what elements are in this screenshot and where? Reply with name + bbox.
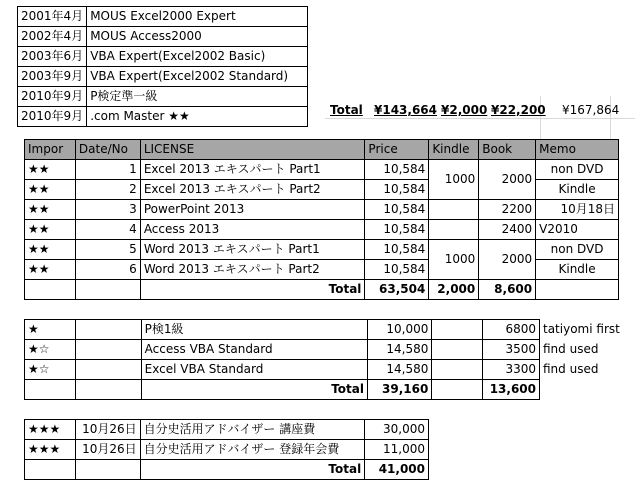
summary-book: ¥22,200 [491, 103, 546, 117]
cert-date: 2003年6月 [18, 47, 87, 67]
total-row [25, 460, 429, 480]
price-cell: 10,584 [365, 180, 429, 200]
total-row [25, 380, 540, 400]
table-row [18, 27, 308, 47]
impor-cell: ★★ [25, 160, 76, 180]
impor-cell: ★★ [25, 200, 76, 220]
summary-total-label: Total [330, 103, 363, 117]
license-cell: 自分史活用アドバイザー 登録年会費 [140, 440, 365, 460]
license-cell: Word 2013 エキスパート Part2 [140, 260, 365, 280]
cert-name: VBA Expert(Excel2002 Standard) [87, 67, 308, 87]
table-row [18, 7, 308, 27]
total-book: 8,600 [479, 280, 536, 300]
price-cell: 14,580 [367, 360, 431, 380]
total-kindle: 2,000 [429, 280, 479, 300]
no-cell: 1 [75, 160, 140, 180]
table-row [18, 67, 308, 87]
table-row [25, 200, 619, 220]
total-label: Total [141, 380, 367, 400]
memo-cell: Kindle [536, 180, 619, 200]
header-row [25, 140, 619, 160]
price-cell: 10,584 [365, 240, 429, 260]
cert-name: MOUS Access2000 [87, 27, 308, 47]
book-cell: 2000 [479, 160, 536, 200]
memo-cell: Kindle [536, 260, 619, 280]
total-book: 13,600 [482, 380, 539, 400]
date-cell: 10月26日 [75, 420, 140, 440]
no-cell: 5 [75, 240, 140, 260]
table-row [18, 87, 308, 107]
cert-date: 2002年4月 [18, 27, 87, 47]
memo-cell: find used [543, 362, 599, 376]
cert-name: .com Master ★★ [87, 107, 308, 127]
license-cell: Access 2013 [140, 220, 365, 240]
header-license: LICENSE [140, 140, 365, 160]
header-kindle: Kindle [429, 140, 479, 160]
header-book: Book [479, 140, 536, 160]
book-cell: 2200 [479, 200, 536, 220]
impor-cell: ★☆ [25, 340, 76, 360]
memo-cell: 10月18日 [536, 200, 619, 220]
table-row [25, 440, 429, 460]
certification-table [17, 6, 308, 127]
total-price: 39,160 [367, 380, 431, 400]
header-date: Date/No [75, 140, 140, 160]
table-row [25, 320, 540, 340]
kindle-cell: 1000 [429, 160, 479, 200]
table-row [25, 340, 540, 360]
price-cell: 11,000 [365, 440, 429, 460]
impor-cell: ★★★ [25, 420, 76, 440]
table-row [25, 160, 619, 180]
book-cell: 3300 [482, 360, 539, 380]
table-row [25, 240, 619, 260]
license-cell: PowerPoint 2013 [140, 200, 365, 220]
summary-kindle: ¥2,000 [441, 103, 488, 117]
impor-cell: ★★ [25, 180, 76, 200]
kindle-cell [429, 200, 479, 220]
kindle-cell [429, 220, 479, 240]
kindle-cell: 1000 [429, 240, 479, 280]
vba-license-table [24, 319, 540, 400]
memo-overflow [543, 319, 620, 379]
price-cell: 10,584 [365, 200, 429, 220]
impor-cell: ★☆ [25, 360, 76, 380]
total-label: Total [140, 280, 365, 300]
total-row [25, 280, 619, 300]
date-cell: 10月26日 [75, 440, 140, 460]
no-cell: 6 [75, 260, 140, 280]
memo-cell: non DVD [536, 240, 619, 260]
impor-cell: ★★★ [25, 440, 76, 460]
summary-price: ¥143,664 [374, 103, 438, 117]
price-cell: 10,584 [365, 220, 429, 240]
license-table [24, 139, 619, 300]
license-cell: 自分史活用アドバイザー 講座費 [140, 420, 365, 440]
impor-cell: ★★ [25, 260, 76, 280]
cert-date: 2003年9月 [18, 67, 87, 87]
book-cell: 6800 [482, 320, 539, 340]
book-cell: 2400 [479, 220, 536, 240]
price-cell: 10,000 [367, 320, 431, 340]
table-row [25, 220, 619, 240]
memo-cell: tatiyomi first [543, 322, 620, 336]
impor-cell: ★★ [25, 240, 76, 260]
table-row [25, 420, 429, 440]
memo-cell: V2010 [536, 220, 619, 240]
license-cell: Excel 2013 エキスパート Part2 [140, 180, 365, 200]
total-label: Total [140, 460, 365, 480]
cert-date: 2010年9月 [18, 107, 87, 127]
header-memo: Memo [536, 140, 619, 160]
book-cell: 3500 [482, 340, 539, 360]
header-impor: Impor [25, 140, 76, 160]
header-price: Price [365, 140, 429, 160]
summary-grand-total: ¥167,864 [562, 103, 620, 117]
price-cell: 10,584 [365, 260, 429, 280]
cert-name: P検定準一級 [87, 87, 308, 107]
memo-cell: non DVD [536, 160, 619, 180]
table-row [18, 47, 308, 67]
cert-name: MOUS Excel2000 Expert [87, 7, 308, 27]
price-cell: 30,000 [365, 420, 429, 440]
advisor-fee-table [24, 419, 429, 480]
cert-date: 2001年4月 [18, 7, 87, 27]
total-price: 63,504 [365, 280, 429, 300]
license-cell: Excel VBA Standard [141, 360, 367, 380]
no-cell: 2 [75, 180, 140, 200]
impor-cell: ★ [25, 320, 76, 340]
cert-date: 2010年9月 [18, 87, 87, 107]
no-cell: 4 [75, 220, 140, 240]
license-cell: Access VBA Standard [141, 340, 367, 360]
table-row [18, 107, 308, 127]
total-price: 41,000 [365, 460, 429, 480]
impor-cell: ★★ [25, 220, 76, 240]
license-cell: Excel 2013 エキスパート Part1 [140, 160, 365, 180]
table-row [25, 360, 540, 380]
price-cell: 14,580 [367, 340, 431, 360]
license-cell: P検1級 [141, 320, 367, 340]
no-cell: 3 [75, 200, 140, 220]
cert-name: VBA Expert(Excel2002 Basic) [87, 47, 308, 67]
price-cell: 10,584 [365, 160, 429, 180]
book-cell: 2000 [479, 240, 536, 280]
license-cell: Word 2013 エキスパート Part1 [140, 240, 365, 260]
memo-cell: find used [543, 342, 599, 356]
